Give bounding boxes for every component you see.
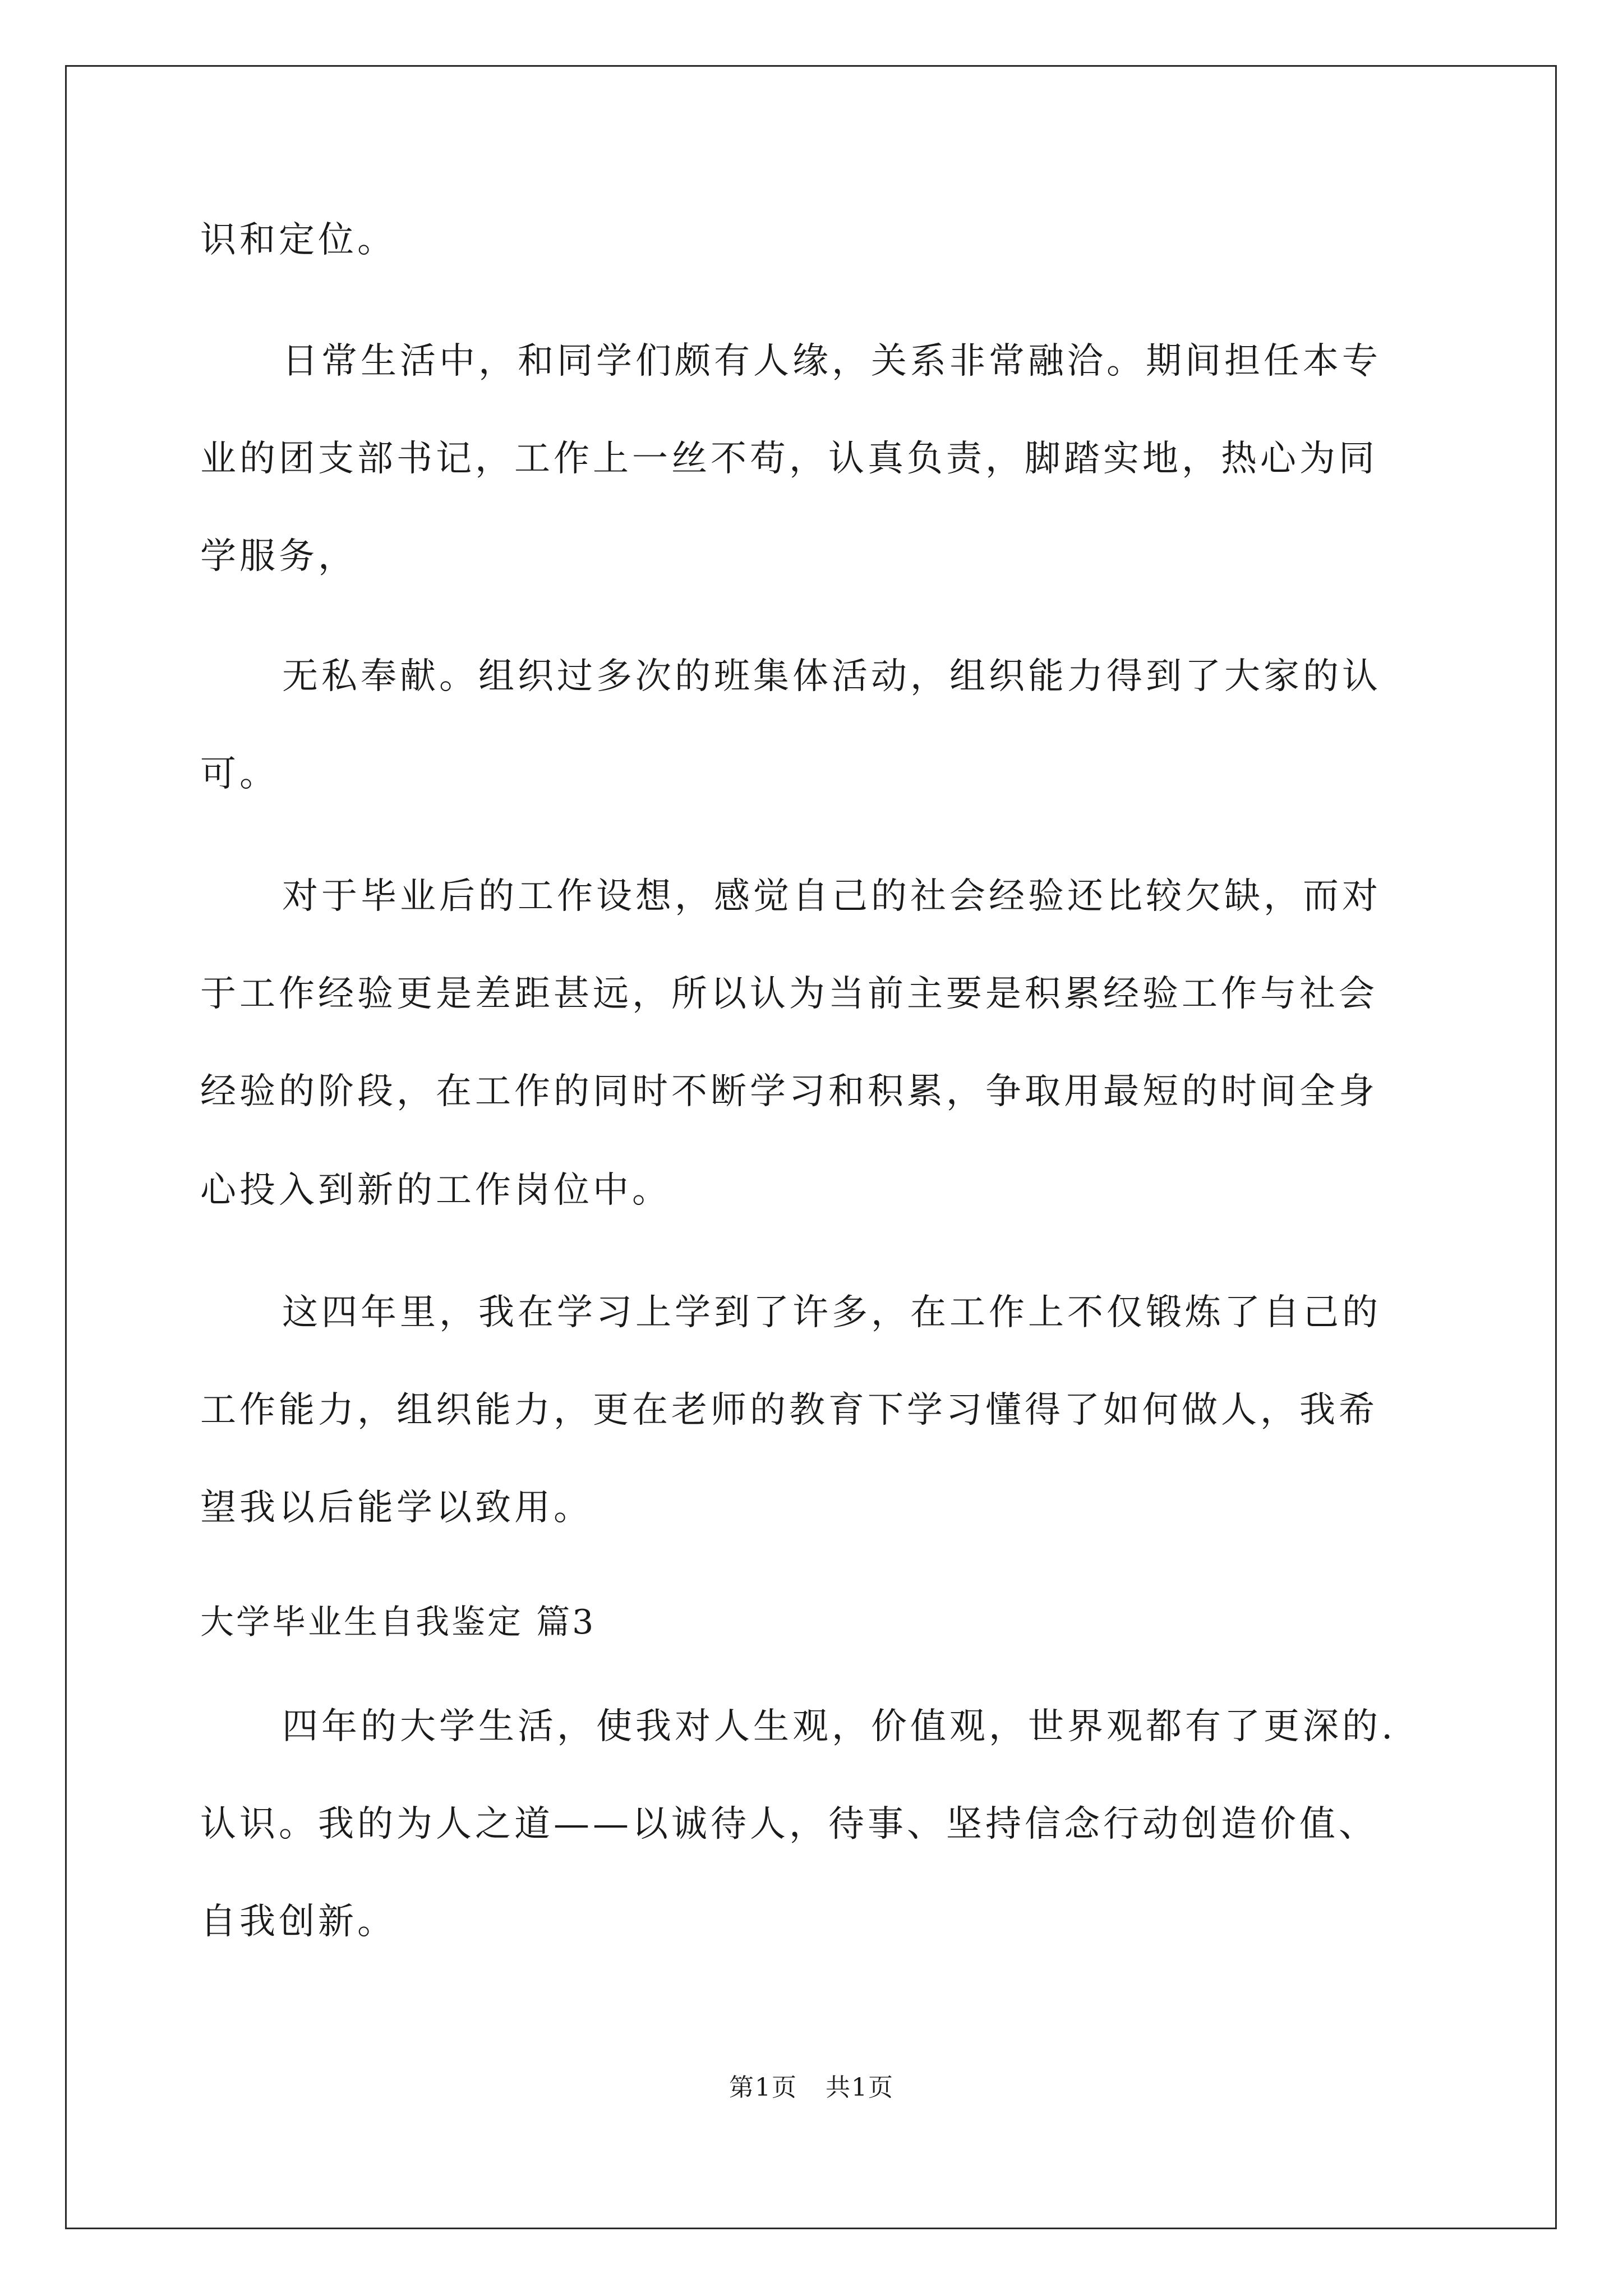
text-line: 认识。我的为人之道——以诚待人，待事、坚持信念行动创造价值、 (200, 1803, 1378, 1845)
text-line: 工作能力，组织能力，更在老师的教育下学习懂得了如何做人，我希 (200, 1389, 1378, 1431)
text-line: 自我创新。 (200, 1901, 396, 1943)
text-line: 心投入到新的工作岗位中。 (200, 1170, 671, 1211)
text-line: 经验的阶段，在工作的同时不断学习和积累，争取用最短的时间全身 (200, 1071, 1378, 1112)
page-total: 共1页 (826, 2073, 894, 2102)
text-line: 于工作经验更是差距甚远，所以认为当前主要是积累经验工作与社会 (200, 973, 1378, 1015)
paragraph-start-line: 对于毕业后的工作设想，感觉自己的社会经验还比较欠缺，而对 (282, 876, 1381, 917)
text-line: 业的团支部书记，工作上一丝不苟，认真负责，脚踏实地，热心为同 (200, 438, 1378, 480)
page-number: 第1页 (729, 2073, 797, 2102)
page-footer (0, 2073, 1623, 2102)
text-line: 学服务， (200, 536, 357, 577)
text-line: 望我以后能学以致用。 (200, 1487, 593, 1529)
section-heading: 大学毕业生自我鉴定 篇3 (200, 1603, 596, 1642)
text-line: 识和定位。 (200, 219, 396, 261)
paragraph-start-line: 无私奉献。组织过多次的班集体活动，组织能力得到了大家的认 (282, 656, 1381, 697)
paragraph-start-line: 日常生活中，和同学们颇有人缘，关系非常融洽。期间担任本专 (282, 341, 1381, 382)
paragraph-start-line: 四年的大学生活，使我对人生观，价值观，世界观都有了更深的. (282, 1706, 1396, 1747)
text-line: 可。 (200, 753, 279, 795)
paragraph-start-line: 这四年里，我在学习上学到了许多，在工作上不仅锻炼了自己的 (282, 1292, 1381, 1333)
